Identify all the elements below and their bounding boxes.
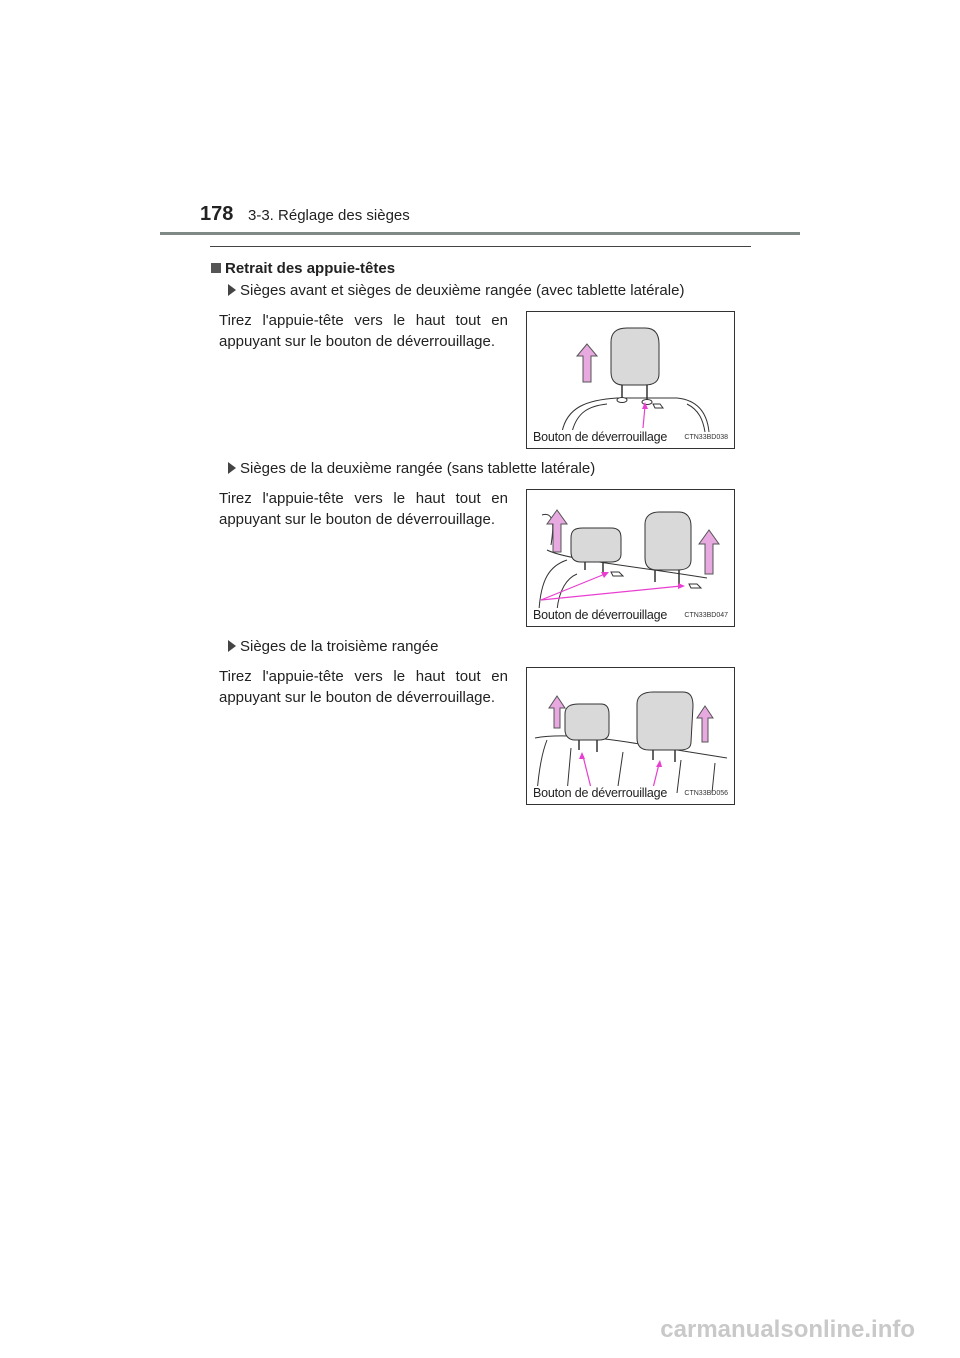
page-number: 178: [200, 203, 234, 225]
subheading-text: Sièges avant et sièges de deuxième rangée (avec tablette latérale): [240, 282, 685, 299]
header-rule: [160, 232, 800, 235]
figure-front-seats: [526, 311, 735, 449]
figure-label: Bouton de déverrouillage: [533, 430, 668, 444]
figure-third-row: [526, 667, 735, 805]
triangle-bullet-icon: [228, 284, 236, 296]
figure-label: Bouton de déverrouillage: [533, 786, 668, 800]
triangle-bullet-icon: [228, 462, 236, 474]
headrest-illustration-3: [527, 668, 734, 804]
headrest-illustration-2: [527, 490, 734, 626]
figure-code: CTN33BD038: [684, 434, 728, 441]
instruction-third-row: Tirez l'appuie-tête vers le haut tout en appuyant sur le bouton de déverrouillage.: [219, 668, 508, 706]
section-rule: [210, 246, 751, 247]
chapter-title: 3-3. Réglage des sièges: [248, 207, 410, 224]
subheading-third-row: [228, 638, 438, 655]
subheading-text: Sièges de la deuxième rangée (sans tablette latérale): [240, 460, 596, 477]
section-heading: [211, 260, 395, 277]
figure-second-row: [526, 489, 735, 627]
instruction-second-row: Tirez l'appuie-tête vers le haut tout en appuyant sur le bouton de déverrouillage.: [219, 490, 508, 528]
subheading-front-seats: [228, 282, 684, 299]
square-bullet-icon: [211, 263, 221, 273]
headrest-illustration-1: [527, 312, 734, 448]
watermark: carmanualsonline.info: [660, 1316, 915, 1343]
instruction-front-seats: Tirez l'appuie-tête vers le haut tout en appuyant sur le bouton de déverrouillage.: [219, 312, 508, 350]
subheading-second-row: [228, 460, 595, 477]
subheading-text: Sièges de la troisième rangée: [240, 638, 439, 655]
triangle-bullet-icon: [228, 640, 236, 652]
figure-label: Bouton de déverrouillage: [533, 608, 668, 622]
figure-code: CTN33BD056: [684, 790, 728, 797]
section-heading-text: Retrait des appuie-têtes: [225, 260, 396, 277]
figure-code: CTN33BD047: [684, 612, 728, 619]
